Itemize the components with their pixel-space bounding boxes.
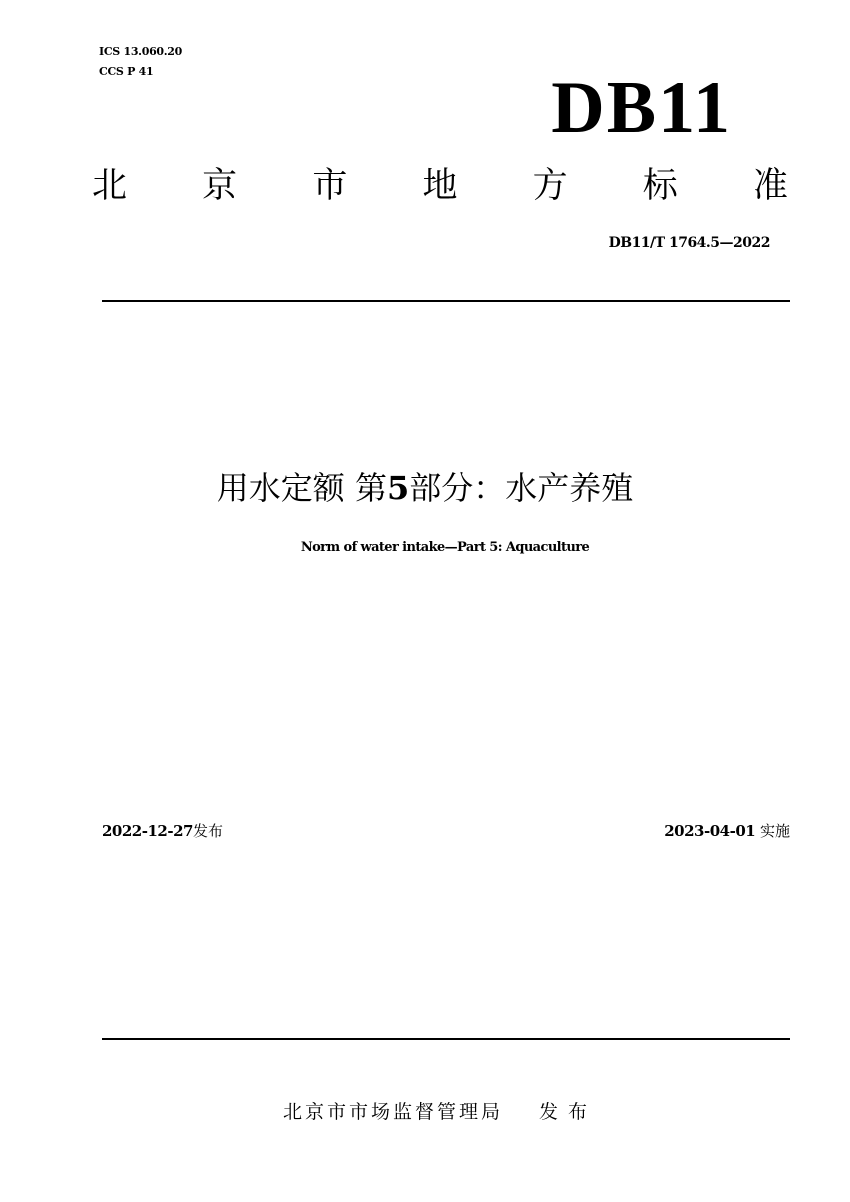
standard-type-heading — [92, 162, 788, 210]
chinese-title — [0, 466, 850, 510]
classification-codes — [99, 42, 182, 82]
effective-date-line — [664, 820, 790, 842]
standard-type-char: 京 — [202, 166, 238, 206]
issue-label: 发布 — [192, 822, 223, 840]
issue-date-line — [102, 820, 223, 842]
bottom-divider — [102, 1038, 790, 1040]
db11-logo: DB11 — [551, 67, 732, 149]
effective-label: 实施 — [759, 822, 790, 840]
standard-number: DB11/T 1764.5—2022 — [608, 235, 770, 251]
issuer-name: 北京市市场监督管理局 — [282, 1101, 503, 1123]
top-divider — [102, 300, 790, 302]
standard-type-char: 市 — [312, 166, 348, 206]
standard-type-char: 地 — [422, 166, 458, 206]
standard-type-char: 方 — [532, 166, 568, 206]
effective-date: 2023-04-01 — [664, 822, 756, 840]
chinese-title-part-number: 5 — [386, 469, 410, 507]
issue-date: 2022-12-27 — [102, 822, 193, 840]
ccs-code: CCS P 41 — [99, 65, 154, 78]
english-title: Norm of water intake—Part 5: Aquaculture — [300, 540, 590, 555]
ics-code: ICS 13.060.20 — [99, 45, 183, 58]
chinese-title-prefix: 用水定额 第 — [216, 469, 387, 507]
issuer-action: 发布 — [539, 1101, 598, 1123]
standard-type-char: 标 — [642, 166, 678, 206]
standard-type-char: 北 — [92, 166, 128, 206]
issuing-authority — [0, 1098, 850, 1126]
standard-type-char: 准 — [752, 166, 788, 206]
chinese-title-suffix: 部分：水产养殖 — [409, 469, 634, 507]
